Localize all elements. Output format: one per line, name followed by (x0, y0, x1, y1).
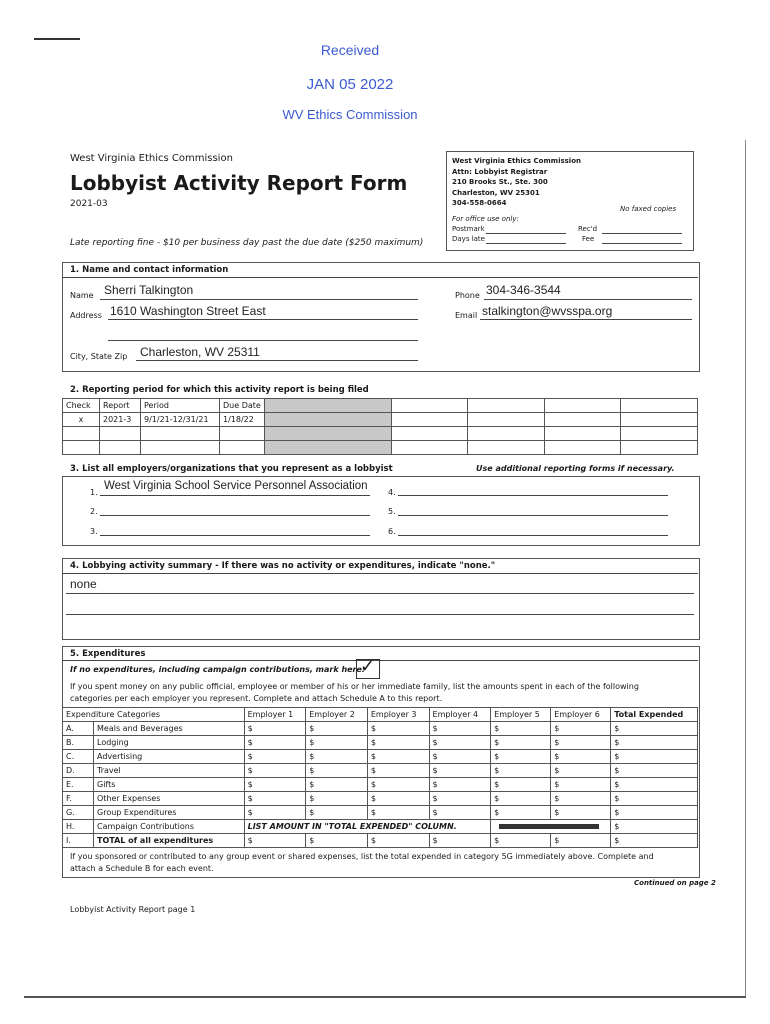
col-employer-1: Employer 1 (244, 708, 306, 722)
exp-amount-cell[interactable]: $ (491, 750, 551, 764)
fee-label: Fee (582, 235, 595, 243)
exp-amount-cell[interactable]: $ (491, 722, 551, 736)
employer-3-field[interactable] (100, 535, 370, 536)
exp-amount-cell[interactable]: $ (429, 764, 491, 778)
address-label: Address (70, 311, 102, 320)
exp-amount-cell[interactable]: $ (244, 722, 306, 736)
office-use: For office use only: (452, 215, 519, 223)
campaign-total[interactable]: $ (611, 820, 698, 834)
section-2-title: 2. Reporting period for which this activity report is being filed (70, 385, 369, 395)
exp-amount-cell[interactable]: $ (611, 806, 698, 820)
exp-category: Other Expenses (94, 792, 245, 806)
col-total: Total Expended (611, 708, 698, 722)
exp-category: Travel (94, 764, 245, 778)
exp-amount-cell[interactable]: $ (491, 736, 551, 750)
exp-amount-cell[interactable]: $ (429, 792, 491, 806)
redaction-mark (499, 824, 599, 829)
name-field[interactable]: Sherri Talkington (104, 283, 194, 297)
stamp-received: Received (320, 42, 380, 58)
exp-row (63, 806, 698, 820)
section-5-title: 5. Expenditures (70, 649, 146, 659)
instructions-1: If you spent money on any public official, employee or member of his or her immediate family, list the amounts spent in each of the following (70, 682, 639, 691)
address-line-4: Charleston, WV 25301 (452, 188, 540, 197)
exp-amount-cell[interactable]: $ (491, 792, 551, 806)
exp-amount-cell[interactable]: $ (306, 764, 368, 778)
exp-amount-cell[interactable]: $ (244, 750, 306, 764)
bottom-rule (24, 996, 746, 998)
check-mark: ✓ (360, 656, 376, 677)
employer-4-num: 4. (388, 488, 396, 497)
col-check: Check (63, 399, 100, 413)
employer-1-field[interactable]: West Virginia School Service Personnel Association (104, 480, 368, 492)
exp-category: Lodging (94, 736, 245, 750)
col-categories: Expenditure Categories (63, 708, 245, 722)
name-label: Name (70, 291, 94, 300)
total-letter: I. (63, 834, 94, 848)
email-label: Email (455, 311, 478, 320)
address-line-3: 210 Brooks St., Ste. 300 (452, 178, 548, 186)
exp-amount-cell[interactable]: $ (611, 722, 698, 736)
exp-letter: E. (63, 778, 94, 792)
address-line-1: West Virginia Ethics Commission (452, 157, 581, 165)
exp-amount-cell[interactable]: $ (491, 806, 551, 820)
exp-letter: D. (63, 764, 94, 778)
instructions-2: categories per each employer you represent. Complete and attach Schedule A to this report. (70, 694, 443, 703)
exp-amount-cell[interactable]: $ (306, 806, 368, 820)
exp-amount-cell[interactable]: $ (551, 792, 611, 806)
scan-mark (34, 38, 80, 40)
exp-body (63, 722, 698, 820)
exp-amount-cell[interactable]: $ (611, 778, 698, 792)
exp-amount-cell[interactable]: $ (491, 778, 551, 792)
address-line-2: Attn: Lobbyist Registrar (452, 167, 548, 176)
exp-amount-cell[interactable]: $ (367, 722, 429, 736)
right-edge (745, 140, 746, 996)
exp-row (63, 722, 698, 736)
stamp-date: JAN 05 2022 (306, 76, 394, 93)
exp-amount-cell[interactable]: $ (306, 792, 368, 806)
period-header-row (63, 399, 698, 413)
campaign-letter: H. (63, 820, 94, 834)
exp-amount-cell[interactable]: $ (429, 778, 491, 792)
exp-amount-cell[interactable]: $ (244, 778, 306, 792)
org-name: West Virginia Ethics Commission (70, 153, 233, 164)
exp-amount-cell[interactable]: $ (367, 778, 429, 792)
exp-amount-cell[interactable]: $ (367, 736, 429, 750)
exp-amount-cell[interactable]: $ (551, 764, 611, 778)
exp-amount-cell[interactable]: $ (429, 722, 491, 736)
exp-row (63, 778, 698, 792)
phone-label: Phone (455, 291, 480, 300)
exp-amount-cell[interactable]: $ (306, 778, 368, 792)
total-total[interactable]: $ (611, 834, 698, 848)
total-employer-6[interactable]: $ (551, 834, 611, 848)
received-stamp (250, 42, 450, 122)
exp-letter: B. (63, 736, 94, 750)
employer-6-num: 6. (388, 527, 396, 536)
period-report: 2021-3 (100, 413, 141, 427)
exp-amount-cell[interactable]: $ (551, 736, 611, 750)
late-fine: Late reporting fine - $10 per business day past the due date ($250 maximum) (70, 238, 424, 248)
exp-amount-cell[interactable]: $ (429, 750, 491, 764)
exp-amount-cell[interactable]: $ (367, 764, 429, 778)
exp-amount-cell[interactable]: $ (244, 792, 306, 806)
col-employer-4: Employer 4 (429, 708, 491, 722)
exp-category: Group Expenditures (94, 806, 245, 820)
footer-instructions-1: If you sponsored or contributed to any group event or shared expenses, list the total expended in category 5G immediately above. Complete and (70, 852, 654, 861)
exp-category: Advertising (94, 750, 245, 764)
exp-amount-cell[interactable]: $ (429, 736, 491, 750)
no-faxed: No faxed copies (620, 205, 677, 213)
exp-amount-cell[interactable]: $ (367, 806, 429, 820)
no-expenditures-checkbox[interactable] (356, 656, 380, 679)
email-field[interactable]: stalkington@wvsspa.org (482, 304, 613, 318)
city-field[interactable]: Charleston, WV 25311 (140, 345, 260, 359)
exp-letter: F. (63, 792, 94, 806)
city-label: City, State Zip (70, 352, 128, 361)
col-report: Report (100, 399, 141, 413)
col-employer-3: Employer 3 (367, 708, 429, 722)
exp-amount-cell[interactable]: $ (491, 764, 551, 778)
employer-6-field[interactable] (398, 535, 668, 536)
total-employer-1[interactable]: $ (244, 834, 306, 848)
continued-note: Continued on page 2 (634, 879, 716, 887)
exp-letter: C. (63, 750, 94, 764)
exp-amount-cell[interactable]: $ (306, 750, 368, 764)
no-expenditures-label: If no expenditures, including campaign contributions, mark here: (70, 665, 366, 674)
exp-amount-cell[interactable]: $ (306, 722, 368, 736)
exp-amount-cell[interactable]: $ (551, 722, 611, 736)
employer-5-field[interactable] (398, 515, 668, 516)
campaign-row (63, 820, 698, 834)
total-employer-3[interactable]: $ (367, 834, 429, 848)
exp-amount-cell[interactable]: $ (244, 806, 306, 820)
employer-2-field[interactable] (100, 515, 370, 516)
redacted-area (491, 820, 611, 834)
exp-category: Meals and Beverages (94, 722, 245, 736)
exp-header-row (63, 708, 698, 722)
exp-amount-cell[interactable]: $ (244, 764, 306, 778)
address-field[interactable]: 1610 Washington Street East (110, 304, 266, 318)
days-late-label: Days late (452, 235, 485, 243)
section-1-title: 1. Name and contact information (70, 265, 229, 275)
section-4-title: 4. Lobbying activity summary - If there was no activity or expenditures, indicate "none." (70, 561, 496, 571)
page-title: Lobbyist Activity Report Form (70, 171, 408, 195)
exp-amount-cell[interactable]: $ (367, 750, 429, 764)
stamp-commission: WV Ethics Commission (282, 107, 418, 122)
exp-row (63, 750, 698, 764)
col-employer-2: Employer 2 (306, 708, 368, 722)
col-employer-6: Employer 6 (551, 708, 611, 722)
section-3-note: Use additional reporting forms if necessary. (476, 464, 675, 473)
period-check[interactable]: x (63, 413, 100, 427)
exp-category: Gifts (94, 778, 245, 792)
exp-amount-cell[interactable]: $ (367, 792, 429, 806)
employer-5-num: 5. (388, 507, 396, 516)
exp-letter: A. (63, 722, 94, 736)
exp-row (63, 764, 698, 778)
exp-amount-cell[interactable]: $ (551, 778, 611, 792)
activity-summary-field[interactable]: none (70, 577, 97, 591)
period-row (63, 413, 698, 427)
exp-amount-cell[interactable]: $ (611, 792, 698, 806)
col-employer-5: Employer 5 (491, 708, 551, 722)
postmark-label: Postmark (452, 225, 485, 233)
period-due: 1/18/22 (220, 413, 265, 427)
form-number: 2021-03 (70, 199, 108, 209)
footer-instructions-2: attach a Schedule B for each event. (70, 864, 214, 873)
exp-amount-cell[interactable]: $ (244, 736, 306, 750)
employer-3-num: 3. (90, 527, 98, 536)
exp-amount-cell[interactable]: $ (611, 750, 698, 764)
employer-4-field[interactable] (398, 495, 668, 496)
exp-row (63, 792, 698, 806)
employer-2-num: 2. (90, 507, 98, 516)
address-lines (452, 156, 581, 209)
section-3-title: 3. List all employers/organizations that you represent as a lobbyist (70, 464, 393, 474)
period-period: 9/1/21-12/31/21 (141, 413, 220, 427)
expenditures-table (62, 707, 698, 848)
campaign-note: LIST AMOUNT IN "TOTAL EXPENDED" COLUMN. (244, 820, 491, 834)
total-employer-2[interactable]: $ (306, 834, 368, 848)
address-line-5: 304-558-0664 (452, 199, 507, 207)
total-employer-4[interactable]: $ (429, 834, 491, 848)
recd-label: Rec'd (578, 225, 598, 233)
exp-amount-cell[interactable]: $ (429, 806, 491, 820)
exp-amount-cell[interactable]: $ (306, 736, 368, 750)
campaign-category: Campaign Contributions (94, 820, 245, 834)
exp-letter: G. (63, 806, 94, 820)
total-category: TOTAL of all expenditures (94, 834, 245, 848)
exp-amount-cell[interactable]: $ (551, 750, 611, 764)
total-employer-5[interactable]: $ (491, 834, 551, 848)
reporting-period-table (62, 398, 698, 455)
col-due-date: Due Date (220, 399, 265, 413)
total-row (63, 834, 698, 848)
exp-amount-cell[interactable]: $ (611, 764, 698, 778)
exp-amount-cell[interactable]: $ (551, 806, 611, 820)
exp-amount-cell[interactable]: $ (611, 736, 698, 750)
exp-row (63, 736, 698, 750)
phone-field[interactable]: 304-346-3544 (486, 283, 561, 297)
col-period: Period (141, 399, 220, 413)
page-footer: Lobbyist Activity Report page 1 (70, 905, 196, 914)
employer-1-num: 1. (90, 488, 98, 497)
